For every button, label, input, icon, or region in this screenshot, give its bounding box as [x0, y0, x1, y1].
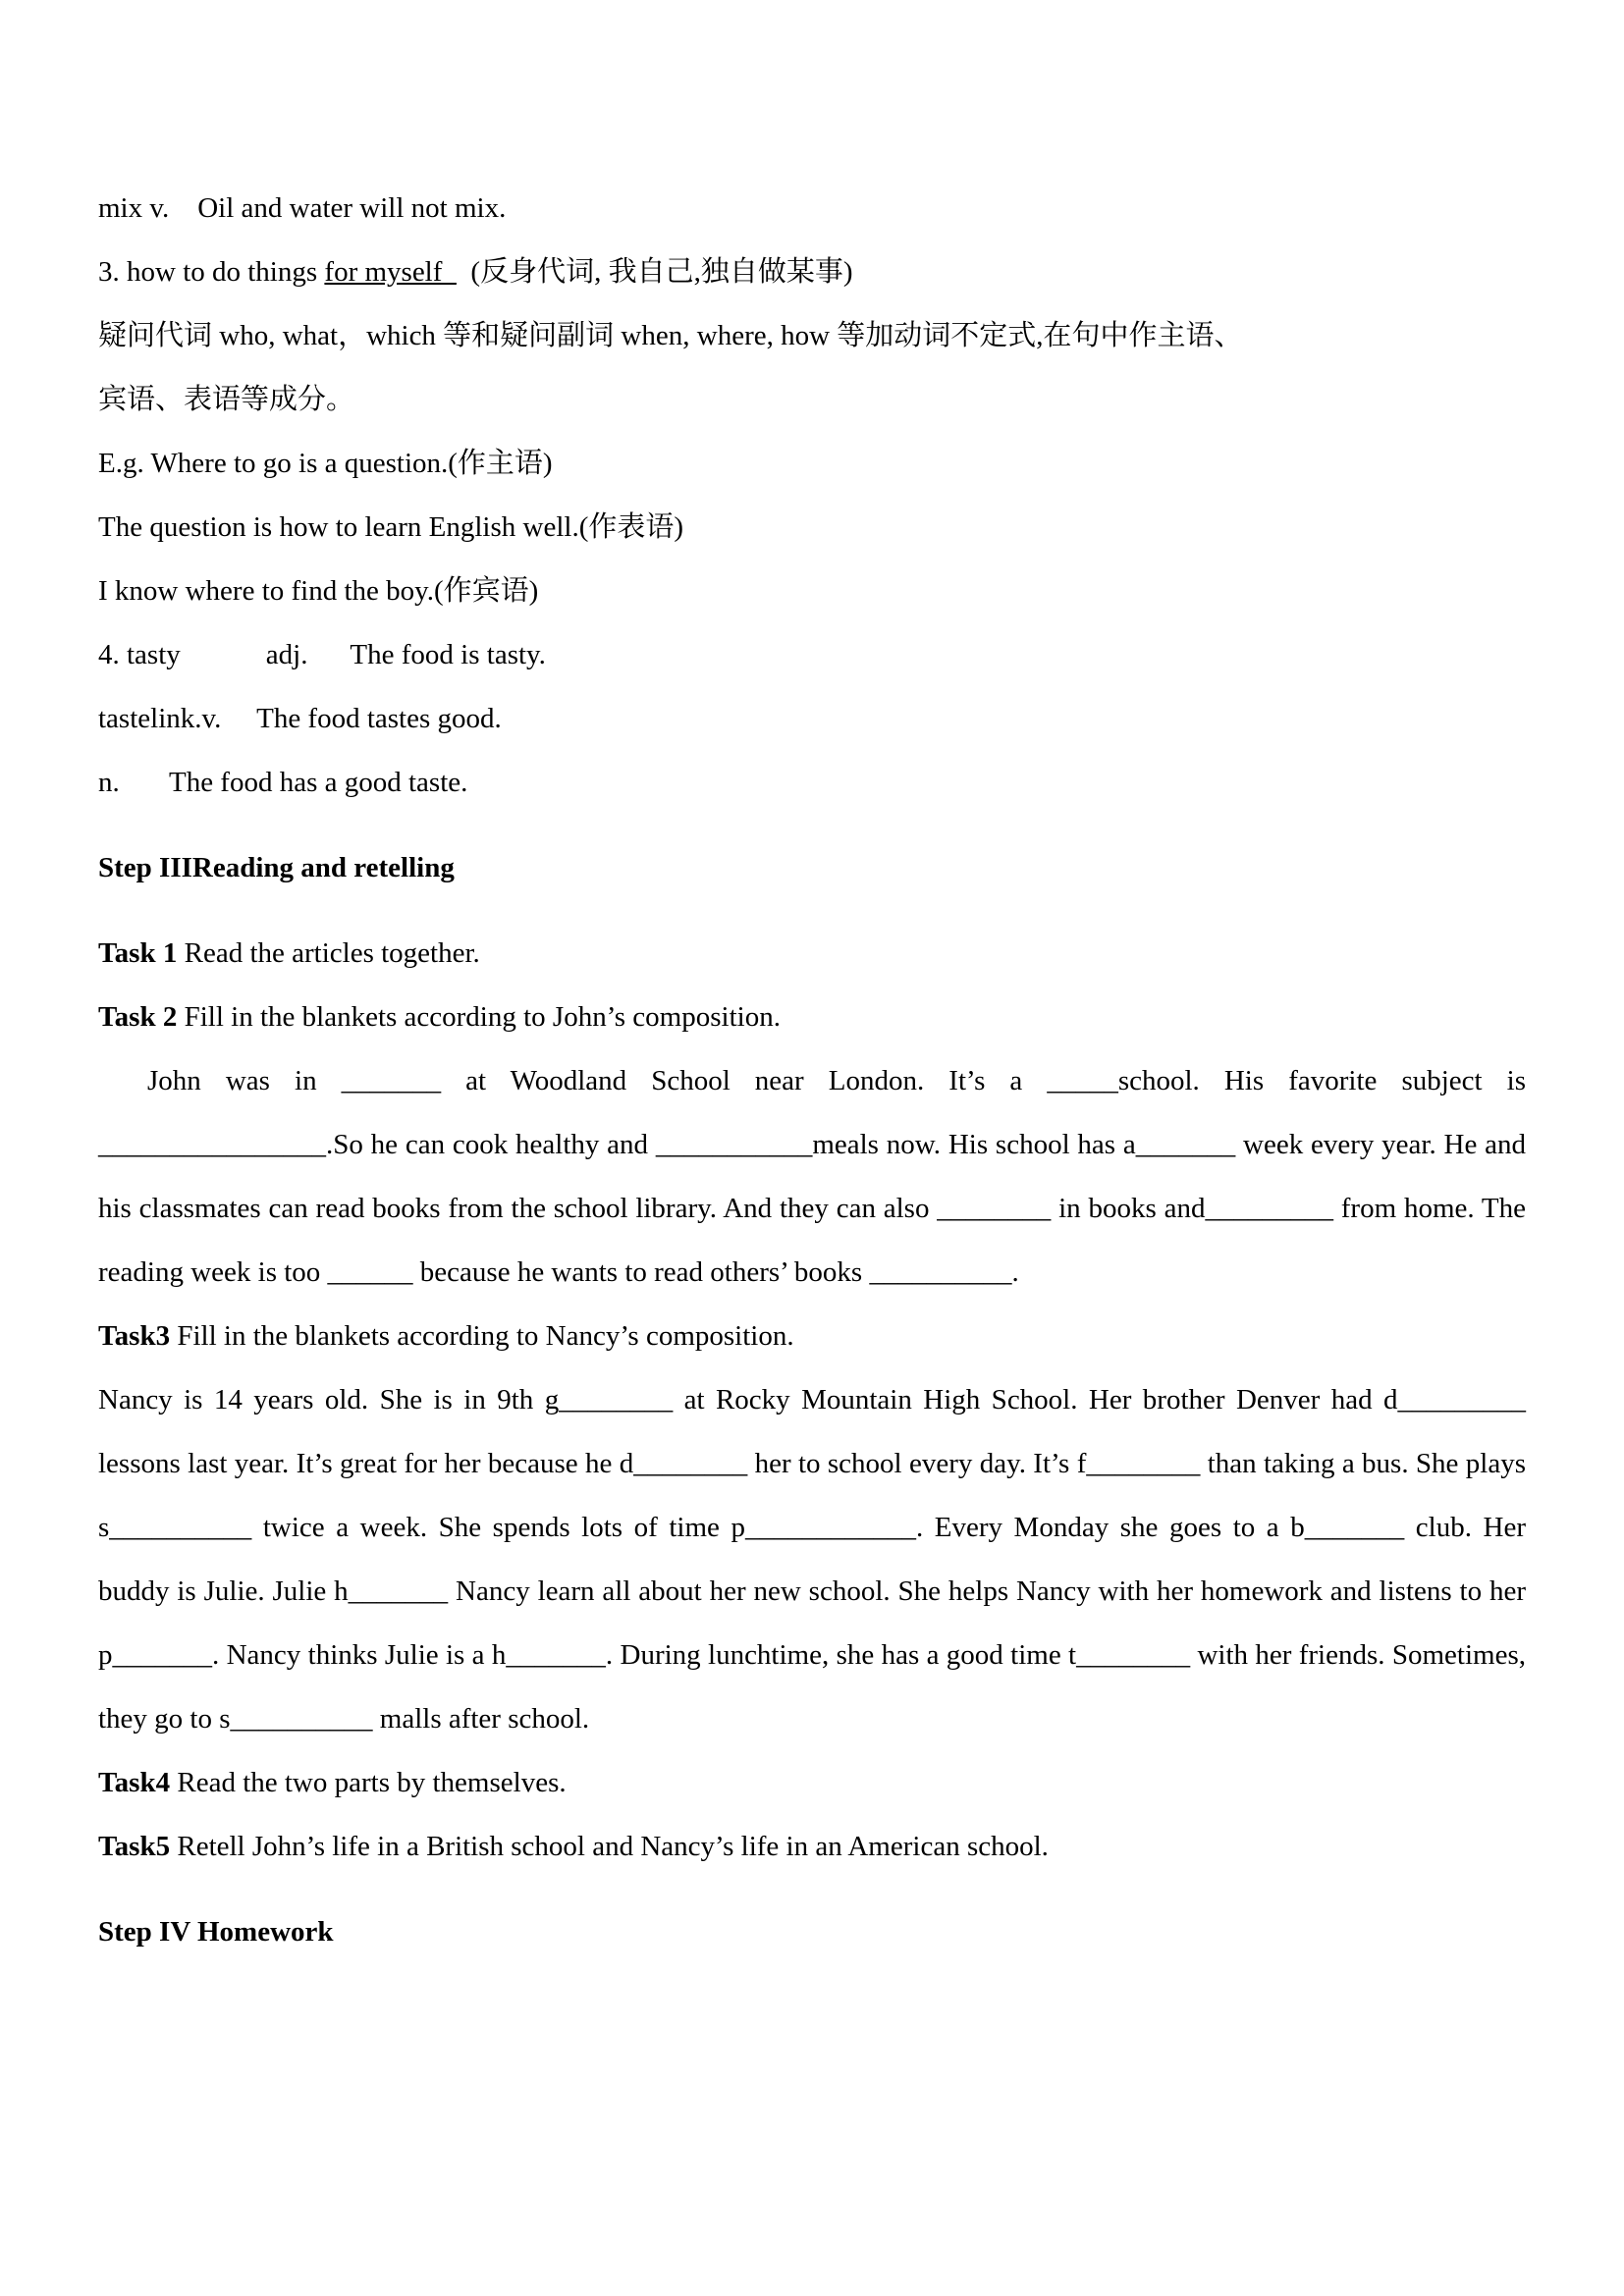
- underlined-phrase-for-myself: for myself: [324, 256, 457, 288]
- task-3-text: Fill in the blankets according to Nancy’s composition.: [170, 1320, 794, 1352]
- john-fill-in-paragraph: John was in _______ at Woodland School near London. It’s a _____school. His favorite subject is ________________.So he can cook healthy and ___________meals now. His school has a_______ week every year. He and his classmates can read books from the school library. And they can also ________ in books and_________ from home. The reading week is too ______ because he wants to read others’ books __________.: [98, 1065, 1526, 1288]
- task-1-line: [98, 922, 1526, 986]
- task-5-text: Retell John’s life in a British school and Nancy’s life in an American school.: [170, 1831, 1049, 1862]
- vocab-item-3: [98, 240, 1526, 304]
- vocab-taste-noun: n. The food has a good taste.: [98, 767, 468, 798]
- task-5-line: [98, 1815, 1526, 1879]
- step4-heading: Step IV Homework: [98, 1916, 334, 1948]
- step3-heading: Step IIIReading and retelling: [98, 852, 455, 883]
- example-predicative: The question is how to learn English well.(作表语): [98, 511, 684, 543]
- task-2-text: Fill in the blankets according to John’s composition.: [177, 1001, 781, 1033]
- task-2-line: [98, 986, 1526, 1049]
- nancy-fill-in-paragraph: Nancy is 14 years old. She is in 9th g________ at Rocky Mountain High School. Her brother Denver had d_________ lessons last year. It’s great for her because he d________ her to school every day. It’s f________ than taking a bus. She plays s__________ twice a week. She spends lots of time p____________. Every Monday she goes to a b_______ club. Her buddy is Julie. Julie h_______ Nancy learn all about her new school. She helps Nancy with her homework and listens to her p_______. Nancy thinks Julie is a h_______. During lunchtime, she has a good time t________ with her friends. Sometimes, they go to s__________ malls after school.: [98, 1384, 1526, 1735]
- grammar-note-line-2: 宾语、表语等成分。: [98, 384, 355, 415]
- vocab-line-mix: mix v. Oil and water will not mix.: [98, 192, 507, 224]
- grammar-note-line-1: 疑问代词 who, what，which 等和疑问副词 when, where, how 等加动词不定式,在句中作主语、: [98, 320, 1243, 351]
- vocab-item-4: 4. tasty adj. The food is tasty.: [98, 639, 546, 670]
- task-3-label: Task3: [98, 1320, 171, 1352]
- example-object: I know where to find the boy.(作宾语): [98, 575, 539, 607]
- example-subject: E.g. Where to go is a question.(作主语): [98, 448, 553, 479]
- task-1-label: Task 1: [98, 937, 178, 969]
- task-1-text: Read the articles together.: [177, 937, 480, 969]
- vocab-item-3-prefix: 3. how to do things: [98, 256, 325, 288]
- vocab-item-3-suffix: (反身代词, 我自己,独自做某事): [456, 256, 853, 288]
- vocab-taste-link-verb: tastelink.v. The food tastes good.: [98, 703, 502, 734]
- task-2-label: Task 2: [98, 1001, 178, 1033]
- task-3-line: [98, 1305, 1526, 1368]
- task-5-label: Task5: [98, 1831, 171, 1862]
- task-4-label: Task4: [98, 1767, 171, 1798]
- task-4-line: [98, 1751, 1526, 1815]
- task-4-text: Read the two parts by themselves.: [170, 1767, 567, 1798]
